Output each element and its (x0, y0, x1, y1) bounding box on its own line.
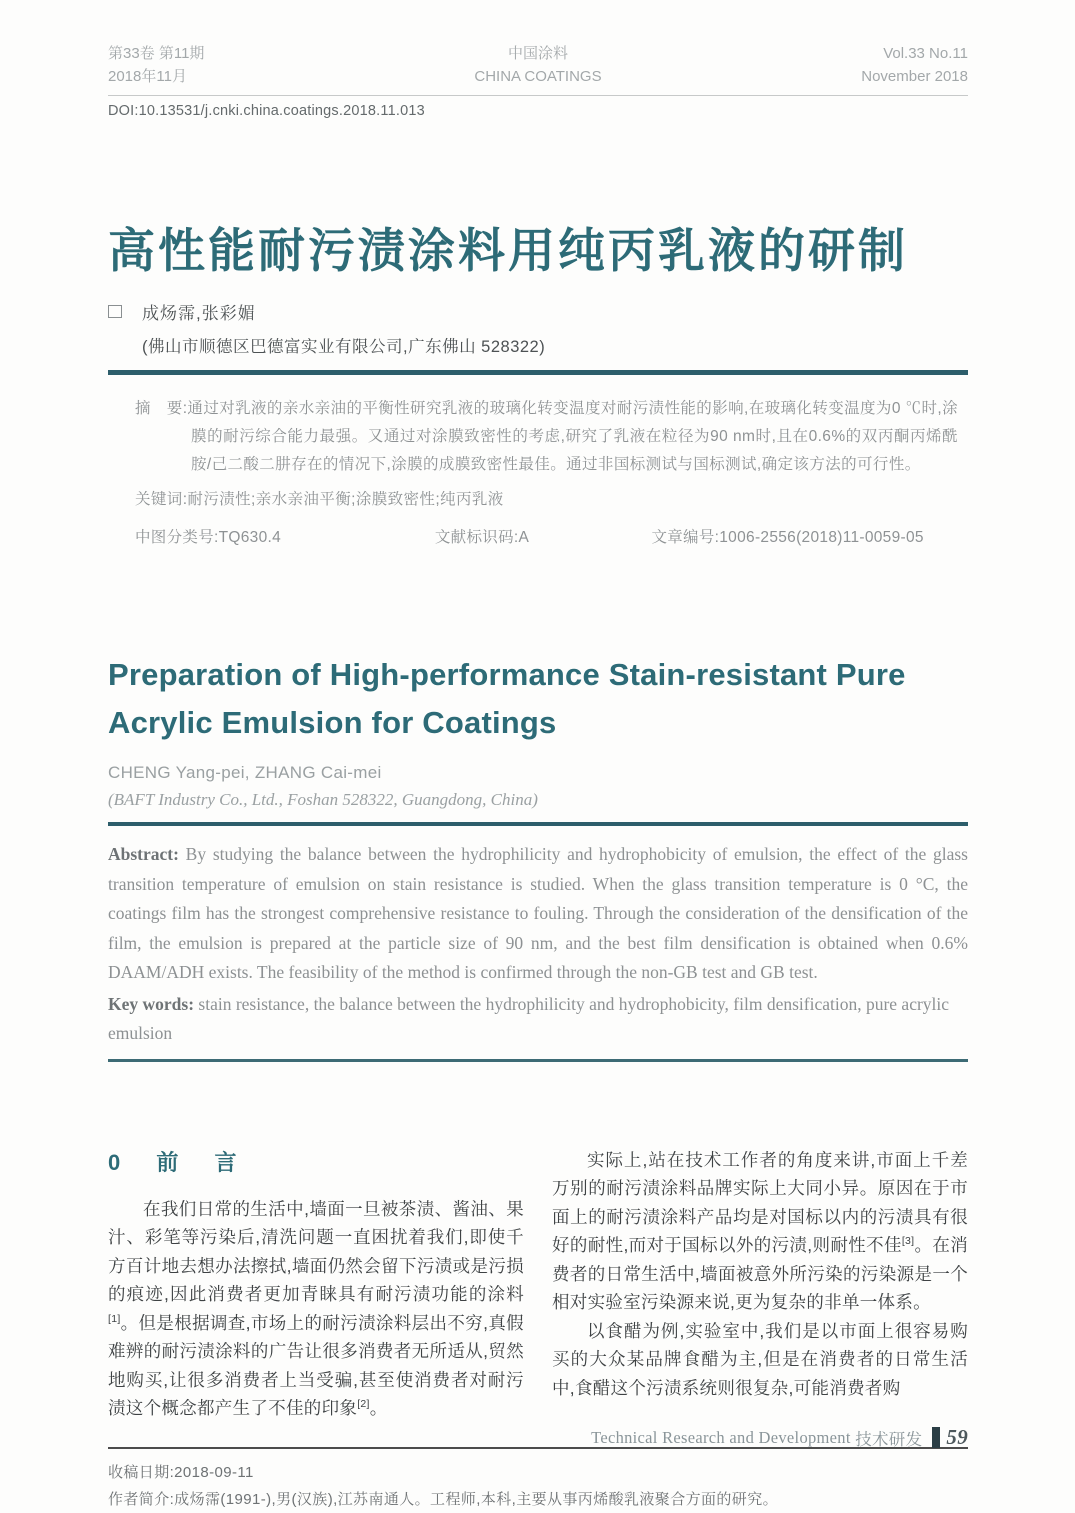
abstract-en-text: By studying the balance between the hydrophilicity and hydrophobicity of emulsion, the effect of the glass transition temperature of emulsion on stain resistance is studied. When the glass transition temperature is 0 °C, the coatings film has the strongest comprehensive resistance to fouling. Through the consideration of the densification of the film, the emulsion is prepared at the particle size of 90 nm, and the best film densification is obtained when 0.6% DAAM/ADH exists. The feasibility of the method is confirmed through the non-GB test and GB test. (108, 844, 968, 983)
header-journal-name (395, 42, 682, 88)
abstract-en (108, 840, 968, 988)
footer-section-en: Technical Research and Development (591, 1427, 851, 1447)
keywords-cn-label: 关键词: (135, 491, 188, 509)
abstract-en-label: Abstract: (108, 844, 179, 865)
abstract-cn-label: 摘 要: (135, 400, 188, 418)
article-body (108, 1146, 968, 1423)
date-cn: 2018年11月 (108, 68, 187, 85)
page-footer (591, 1425, 968, 1450)
footer-bar (932, 1427, 940, 1448)
authors-cn: 成炀霈,张彩媚 (142, 304, 256, 324)
paragraph: 在我们日常的生活中,墙面一旦被茶渍、酱油、果汁、彩笔等污染后,清洗问题一直困扰着我们,即使千方百计地去想办法擦拭,墙面仍然会留下污渍或是污损的痕迹,因此消费者更加青睐具有耐污渍功能的涂料[1]。但是根据调查,市场上的耐污渍涂料层出不穷,真假难辨的耐污渍涂料的广告让很多消费者无所适从,贸然地购买,让很多消费者上当受骗,甚至使消费者对耐污渍这个概念都产生了不佳的印象[2]。 (108, 1198, 524, 1419)
volume-issue-cn: 第33卷 第11期 (108, 45, 205, 62)
section-heading-0: 0 前 言 (108, 1149, 243, 1175)
authors-en: CHENG Yang-pei, ZHANG Cai-mei (108, 763, 382, 783)
article-title-cn: 高性能耐污渍涂料用纯丙乳液的研制 (108, 224, 908, 277)
page-number: 59 (946, 1425, 968, 1449)
right-column (552, 1146, 968, 1423)
left-column (108, 1146, 524, 1423)
article-id: 文章编号:1006-2556(2018)11-0059-05 (651, 529, 924, 547)
journal-page (0, 42, 1075, 1513)
left-column-paragraphs (108, 1195, 524, 1423)
volume-issue-en: Vol.33 No.11 (883, 45, 968, 62)
separator-rule (108, 1059, 968, 1062)
footer-section-cn: 技术研发 (855, 1429, 923, 1449)
separator-rule (108, 822, 968, 826)
journal-name-cn: 中国涂料 (507, 45, 568, 62)
doi: DOI:10.13531/j.cnki.china.coatings.2018.11.013 (108, 103, 425, 119)
clc-number: 中图分类号:TQ630.4 (135, 529, 282, 547)
received-date-line: 收稿日期:2018-09-11 (108, 1463, 254, 1481)
article-title-en (108, 651, 968, 747)
authors-row (108, 299, 968, 324)
affiliation-en: (BAFT Industry Co., Ltd., Foshan 528322, Guangdong, China) (108, 790, 538, 810)
header-volume-issue (108, 42, 395, 88)
author-marker-square (108, 305, 122, 318)
right-column-paragraphs (552, 1146, 968, 1403)
abstract-cn-text: 通过对乳液的亲水亲油的平衡性研究乳液的玻璃化转变温度对耐污渍性能的影响,在玻璃化转变温度为0 ℃时,涂膜的耐污综合能力最强。又通过对涂膜致密性的考虑,研究了乳液在粒径为90 nm时,且在0.6%的双丙酮丙烯酰胺/己二酸二肼存在的情况下,涂膜的成膜致密性最佳。通过非国标测试与国标测试,确定该方法的可行性。 (187, 400, 958, 474)
footnote (108, 1447, 968, 1513)
paragraph: 以食醋为例,实验室中,我们是以市面上很容易购买的大众某品牌食醋为主,但是在消费者的日常生活中,食醋这个污渍系统则很复杂,可能消费者购 (552, 1320, 968, 1398)
keywords-cn-text: 耐污渍性;亲水亲油平衡;涂膜致密性;纯丙乳液 (187, 491, 504, 509)
keywords-en-text: stain resistance, the balance between the hydrophilicity and hydrophobicity, film densification, pure acrylic emulsion (108, 993, 950, 1044)
separator-rule (108, 370, 968, 375)
header-volume-issue-en (681, 42, 968, 88)
article-title-en-line1: Preparation of High-performance Stain-resistant Pure (108, 657, 906, 693)
author-bio-line: 作者简介:成炀霈(1991-),男(汉族),江苏南通人。工程师,本科,主要从事丙烯酸乳液聚合方面的研究。 (108, 1490, 778, 1508)
affiliation-cn: (佛山市顺德区巴德富实业有限公司,广东佛山 528322) (142, 338, 546, 357)
keywords-en (108, 990, 968, 1049)
classification-row (108, 525, 968, 547)
paragraph: 实际上,站在技术工作者的角度来讲,市面上千差万别的耐污渍涂料品牌实际上大同小异。原因在于市面上的耐污渍涂料产品均是对国标以内的污渍具有很好的耐性,而对于国标以外的污渍,则耐性不佳[3]。在消费者的日常生活中,墙面被意外所污染的污染源是一个相对实验室污染源来说,更为复杂的非单一体系。 (552, 1149, 968, 1313)
date-en: November 2018 (861, 68, 968, 85)
journal-header (108, 42, 968, 96)
journal-name-en: CHINA COATINGS (474, 68, 602, 85)
keywords-cn (108, 487, 968, 509)
keywords-en-label: Key words: (108, 993, 195, 1014)
document-code: 文献标识码:A (434, 529, 530, 547)
abstract-cn (108, 395, 968, 479)
article-title-en-line2: Acrylic Emulsion for Coatings (108, 705, 557, 741)
